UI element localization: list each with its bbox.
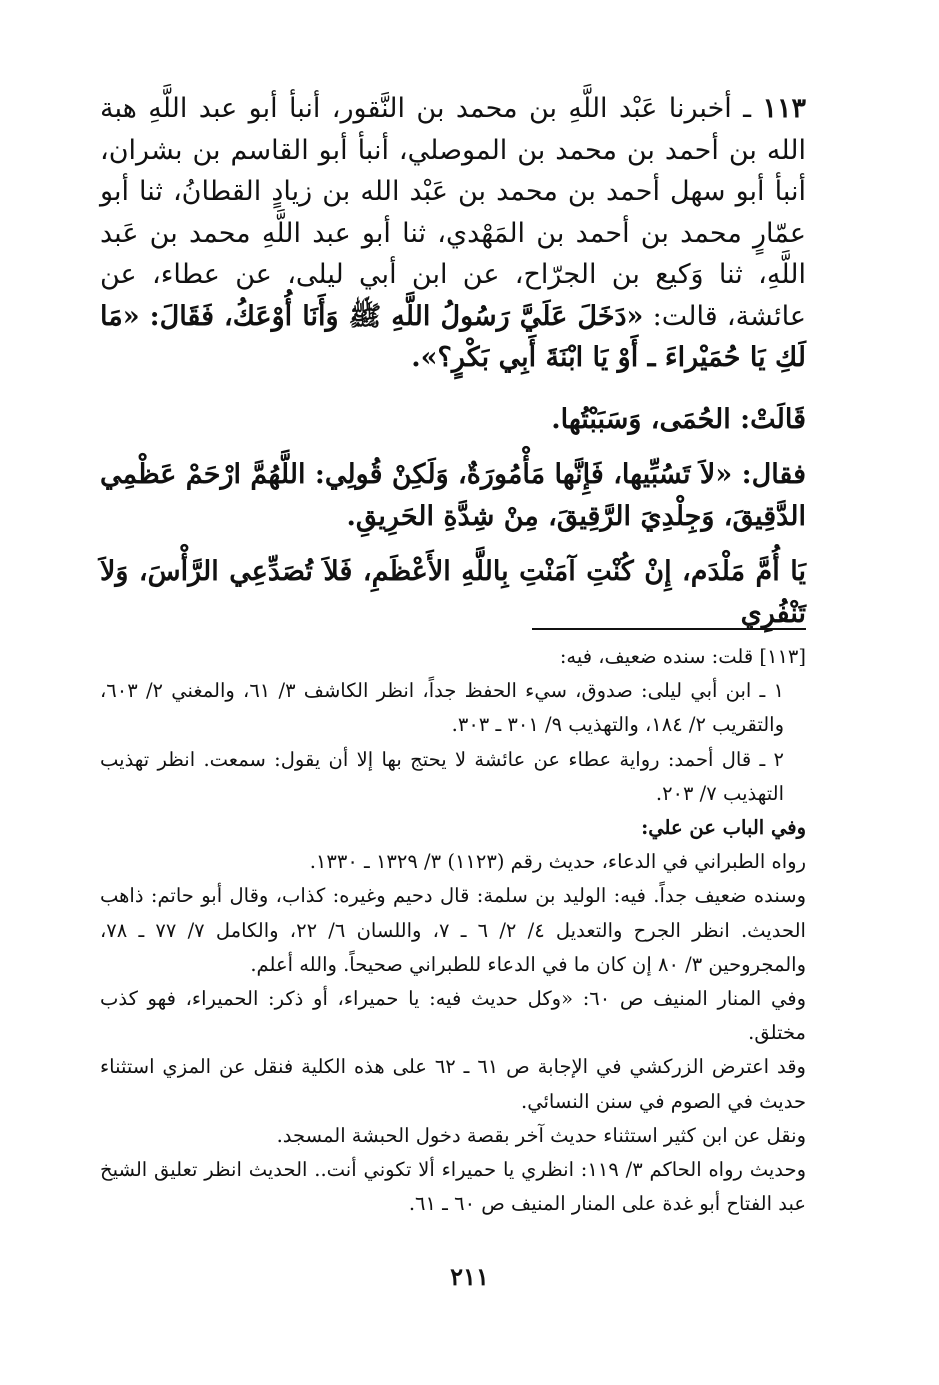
qalat-paragraph: قَالَتْ: الحُمَى، وَسَبَبْتُها. bbox=[551, 403, 806, 435]
footnote-item: وفي المنار المنيف ص ٦٠: «وكل حديث فيه: يا حميراء، أو ذكر: الحميراء، فهو كذب مختلق. bbox=[100, 987, 807, 1045]
footnote-header: [١١٣] قلت: سنده ضعيف، فيه: bbox=[559, 645, 806, 668]
footnote-item: وقد اعترض الزركشي في الإجابة ص ٦١ ـ ٦٢ على هذه الكلية فنقل عن المزي استثناء حديث في الصوم في سنن النسائي. bbox=[100, 1055, 806, 1113]
footnotes-block bbox=[100, 640, 806, 1221]
hadith-quote: «دَخَلَ عَلَيَّ رَسُولُ اللَّهِ ﷺ وَأَنَا أُوْعَكُ، فَقَالَ: «مَا لَكِ يَا حُمَيْراءَ ـ أَوْ يَا ابْنَةَ أَبِي بَكْرٍ؟». bbox=[100, 300, 806, 373]
footnote-divider bbox=[532, 628, 806, 630]
footnote-item: ونقل عن ابن كثير استثناء حديث آخر بقصة دخول الحبشة المسجد. bbox=[276, 1123, 806, 1147]
poem-line: يَا أُمَّ مَلْدَم، إِنْ كُنْتِ آمَنْتِ بِاللَّهِ الأَعْظَمِ، فَلاَ تُصَدِّعِي الرَّأْسَ، وَلاَ تَنْفُرِي bbox=[100, 556, 806, 629]
footnote-item: رواه الطبراني في الدعاء، حديث رقم (١١٢٣) ٣/ ١٣٢٩ ـ ١٣٣٠. bbox=[309, 850, 806, 874]
footnote-subheading: وفي الباب عن علي: bbox=[641, 816, 806, 840]
faqal-lead: فقال: bbox=[732, 459, 807, 490]
page-number: ٢١١ bbox=[450, 1262, 489, 1291]
main-text-block bbox=[100, 88, 806, 634]
footnote-item: ١ ـ ابن أبي ليلى: صدوق، سيء الحفظ جداً، انظر الكاشف ٣/ ٦١، والمغني ٢/ ٦٠٣، والتقريب ٢/ ١٨٤، والتهذيب ٩/ ٣٠١ ـ ٣٠٣. bbox=[100, 679, 784, 737]
isnad-text: ـ أخبرنا عَبْد اللَّهِ بن محمد بن النَّقور، أنبأ أبو عبد اللَّهِ هبة الله بن أحمد بن محمد بن الموصلي، أنبأ أبو القاسم بن بشران، أنبأ أبو سهل أحمد بن محمد بن عَبْد الله بن زيادٍ القطانُ، ثنا أبو عمّارٍ محمد بن أحمد بن المَهْدي، ثنا أبو عبد اللَّهِ محمد بن عَبد اللَّهِ، ثنا وَكيع بن الجرّاح، عن ابن أبي ليلى، عن عطاء، عن عائشة، قالت: bbox=[100, 93, 806, 332]
hadith-text bbox=[100, 88, 806, 634]
footnote-item: وسنده ضعيف جداً. فيه: الوليد بن سلمة: قال دحيم وغيره: كذاب، وقال أبو حاتم: ذاهب الحديث. انظر الجرح والتعديل ٤/ ٢/ ٦ ـ ٧، واللسان ٦/ ٢٢، والكامل ٧/ ٧٧ ـ ٧٨، والمجروحين ٣/ ٨٠ إن كان ما في الدعاء للطبراني صحيحاً. والله أعلم. bbox=[100, 884, 806, 976]
hadith-number: ١١٣ bbox=[762, 93, 806, 124]
faqal-quote: «لاَ تَسُبِّيها، فَإِنَّها مَأْمُورَةٌ، وَلَكِنْ قُولِي: اللَّهُمَّ ارْحَمْ عَظْمِي الدَّقِيقَ، وَجِلْدِيَ الرَّقِيقَ، مِنْ شِدَّةِ الحَرِيقِ. bbox=[100, 459, 806, 532]
footnote-item: ٢ ـ قال أحمد: رواية عطاء عن عائشة لا يحتج بها إلا أن يقول: سمعت. انظر تهذيب التهذيب ٧/ ٢٠٣. bbox=[100, 747, 784, 805]
footnote-item: وحديث رواه الحاكم ٣/ ١١٩: انظري يا حميراء ألا تكوني أنت.. الحديث انظر تعليق الشيخ عبد الفتاح أبو غدة على المنار المنيف ص ٦٠ ـ ٦١. bbox=[100, 1158, 807, 1216]
hadith-paragraph bbox=[100, 88, 806, 379]
faqal-paragraph bbox=[100, 454, 806, 537]
